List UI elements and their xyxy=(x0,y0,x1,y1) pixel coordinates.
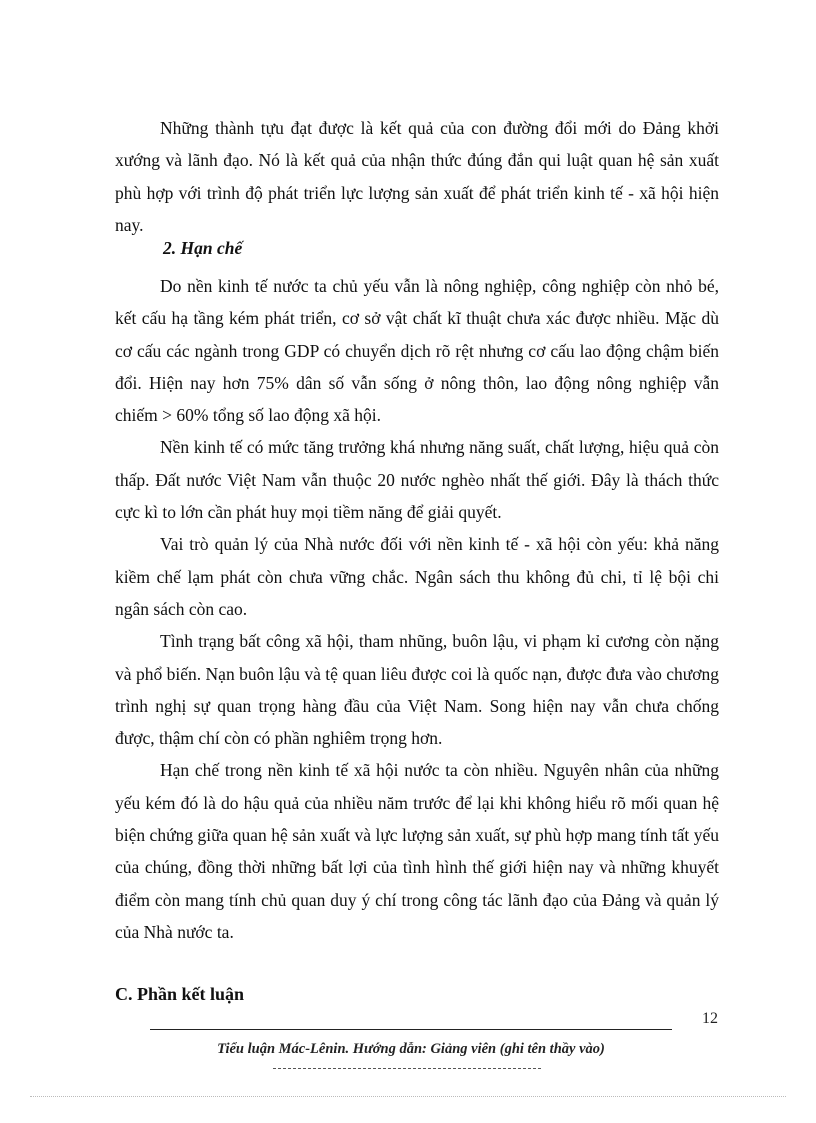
paragraph-causes: Hạn chế trong nền kinh tế xã hội nước ta còn nhiều. Nguyên nhân của những yếu kém đó là do hậu quả của nhiều năm trước để lại khi không hiểu rõ mối quan hệ biện chứng giữa quan hệ sản xuất và lực lượng sản xuất, sự phù hợp mang tính tất yếu của chúng, đồng thời những bất lợi của tình hình thế giới hiện nay và những khuyết điểm còn mang tính chủ quan duy ý chí trong công tác lãnh đạo của Đảng và quản lý của Nhà nước ta. xyxy=(115,760,719,942)
paragraph-state-management: Vai trò quản lý của Nhà nước đối với nền kinh tế - xã hội còn yếu: khả năng kiềm chế lạm phát còn chưa vững chắc. Ngân sách thu không đủ chi, tỉ lệ bội chi ngân sách còn cao. xyxy=(115,534,719,619)
section-limitations xyxy=(115,270,719,948)
heading-limitations: 2. Hạn chế xyxy=(163,238,243,258)
footer-caption: Tiểu luận Mác-Lênin. Hướng dẫn: Giảng viên (ghi tên thầy vào) xyxy=(217,1041,605,1057)
heading-conclusion: C. Phần kết luận xyxy=(115,984,245,1004)
page-bottom-border xyxy=(30,1096,786,1097)
page-number: 12 xyxy=(702,1010,718,1027)
paragraph-economy-structure: Do nền kinh tế nước ta chủ yếu vẫn là nông nghiệp, công nghiệp còn nhỏ bé, kết cấu hạ tầng kém phát triển, cơ sở vật chất kĩ thuật chưa xác được nhiều. Mặc dù cơ cấu các ngành trong GDP có chuyển dịch rõ rệt nhưng cơ cấu lao động chậm biến đổi. Hiện nay hơn 75% dân số vẫn sống ở nông thôn, lao động nông nghiệp vẫn chiếm > 60% tổng số lao động xã hội. xyxy=(115,276,719,426)
paragraph-achievements: Những thành tựu đạt được là kết quả của con đường đổi mới do Đảng khởi xướng và lãnh đạo. Nó là kết quả của nhận thức đúng đắn qui luật quan hệ sản xuất phù hợp với trình độ phát triển lực lượng sản xuất để phát triển kinh tế - xã hội hiện nay. xyxy=(115,118,719,235)
paragraph-growth-quality: Nền kinh tế có mức tăng trưởng khá nhưng năng suất, chất lượng, hiệu quả còn thấp. Đất nước Việt Nam vẫn thuộc 20 nước nghèo nhất thế giới. Đây là thách thức cực kì to lớn cần phát huy mọi tiềm năng để giải quyết. xyxy=(115,437,719,523)
footer-dashed-line xyxy=(273,1068,541,1069)
section-achievements xyxy=(115,112,719,241)
footer-divider xyxy=(150,1029,672,1030)
paragraph-social-issues: Tình trạng bất công xã hội, tham nhũng, buôn lậu, vi phạm kỉ cương còn nặng và phổ biến. Nạn buôn lậu và tệ quan liêu được coi là quốc nạn, được đưa vào chương trình nghị sự quan trọng hàng đầu của Việt Nam. Song hiện nay vẫn chưa chống được, thậm chí còn có phần nghiêm trọng hơn. xyxy=(115,631,719,749)
